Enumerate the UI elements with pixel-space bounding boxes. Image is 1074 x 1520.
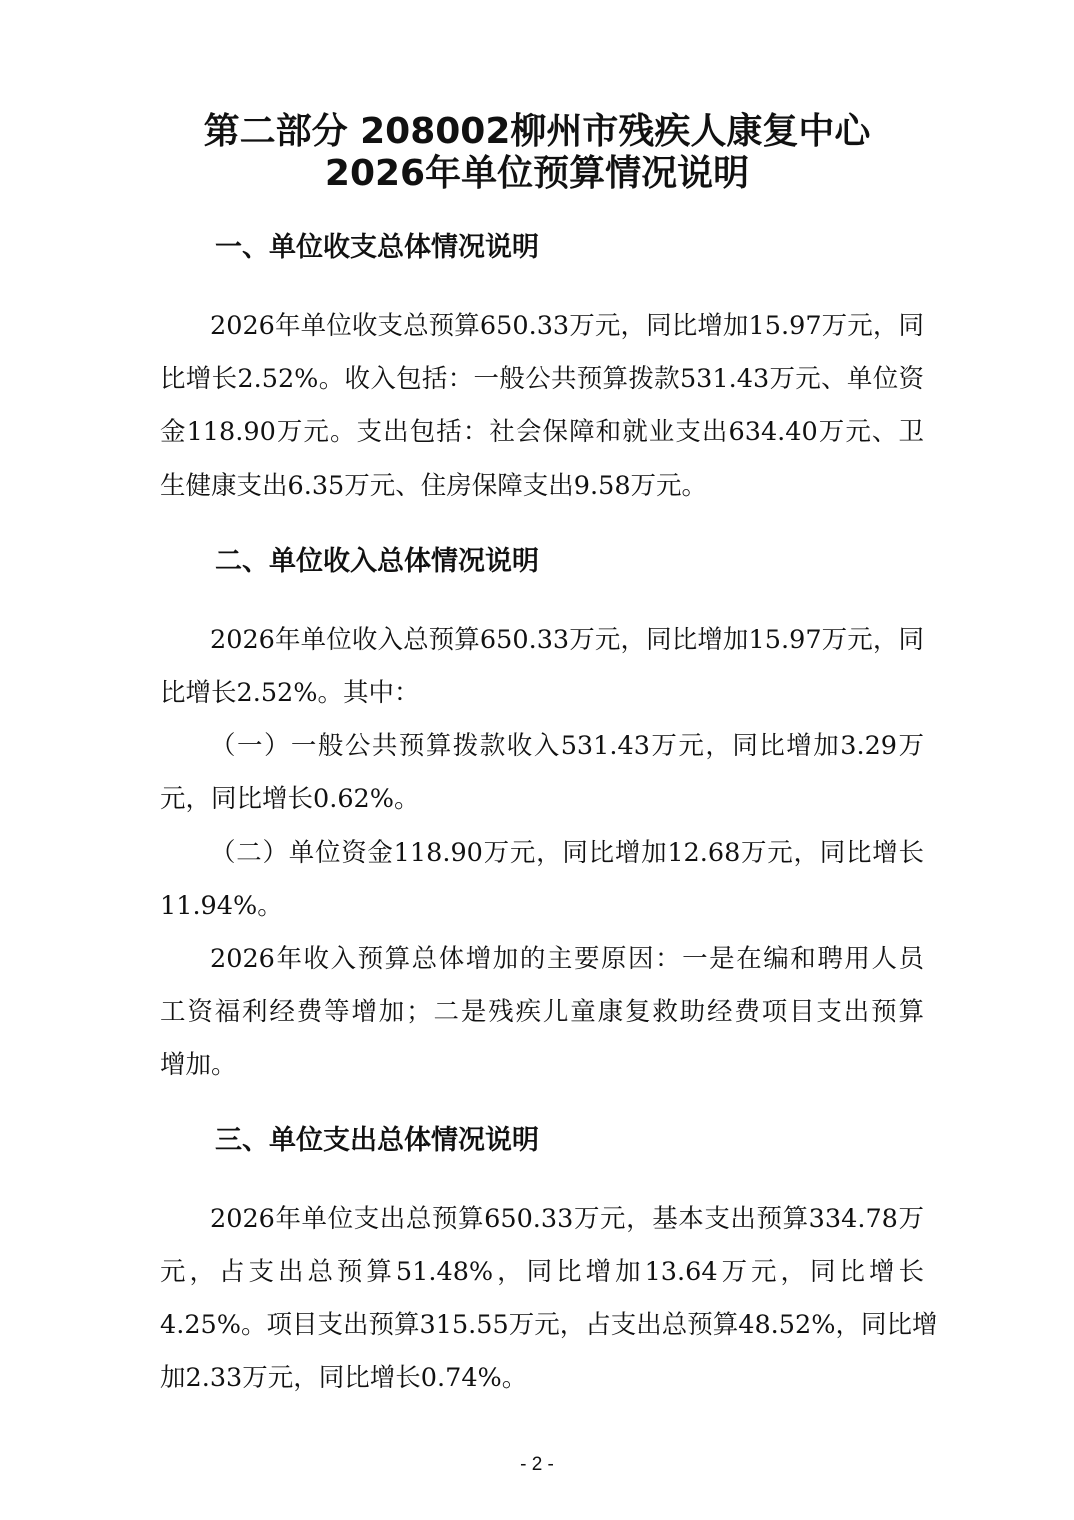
section2-line: 增加。 bbox=[160, 1050, 237, 1080]
section3-line: 4.25%。项目支出预算315.55万元，占支出总预算48.52%，同比增 bbox=[160, 1310, 938, 1340]
section1-line: 生健康支出6.35万元、住房保障支出9.58万元。 bbox=[160, 471, 708, 501]
section2-heading: 二、单位收入总体情况说明 bbox=[215, 546, 539, 577]
page-number: - 2 - bbox=[520, 1454, 554, 1475]
section1-line: 2026年单位收支总预算650.33万元，同比增加15.97万元，同 bbox=[210, 311, 924, 341]
section1-heading: 一、单位收支总体情况说明 bbox=[215, 232, 539, 263]
section1-line: 金118.90万元。支出包括：社会保障和就业支出634.40万元、卫 bbox=[160, 417, 924, 447]
section2-line: 2026年收入预算总体增加的主要原因：一是在编和聘用人员 bbox=[210, 944, 924, 974]
page-title-line-1: 第二部分 208002柳州市残疾人康复中心 bbox=[203, 111, 871, 152]
section2-line: 工资福利经费等增加；二是残疾儿童康复救助经费项目支出预算 bbox=[160, 997, 924, 1027]
section2-line: （一）一般公共预算拨款收入531.43万元，同比增加3.29万 bbox=[210, 731, 924, 761]
section3-line: 2026年单位支出总预算650.33万元，基本支出预算334.78万 bbox=[210, 1204, 924, 1234]
section2-line: 比增长2.52%。其中： bbox=[160, 678, 420, 708]
section2-line: 元，同比增长0.62%。 bbox=[160, 784, 420, 814]
section3-line: 元，占支出总预算51.48%，同比增加13.64万元，同比增长 bbox=[160, 1257, 924, 1287]
section2-line: 2026年单位收入总预算650.33万元，同比增加15.97万元，同 bbox=[210, 625, 924, 655]
section2-line: （二）单位资金118.90万元，同比增加12.68万元，同比增长 bbox=[210, 838, 924, 868]
section3-line: 加2.33万元，同比增长0.74%。 bbox=[160, 1363, 528, 1393]
section1-line: 比增长2.52%。收入包括：一般公共预算拨款531.43万元、单位资 bbox=[160, 364, 924, 394]
page-title-line-2: 2026年单位预算情况说明 bbox=[324, 153, 750, 194]
section3-heading: 三、单位支出总体情况说明 bbox=[215, 1125, 539, 1156]
section2-line: 11.94%。 bbox=[160, 891, 283, 921]
